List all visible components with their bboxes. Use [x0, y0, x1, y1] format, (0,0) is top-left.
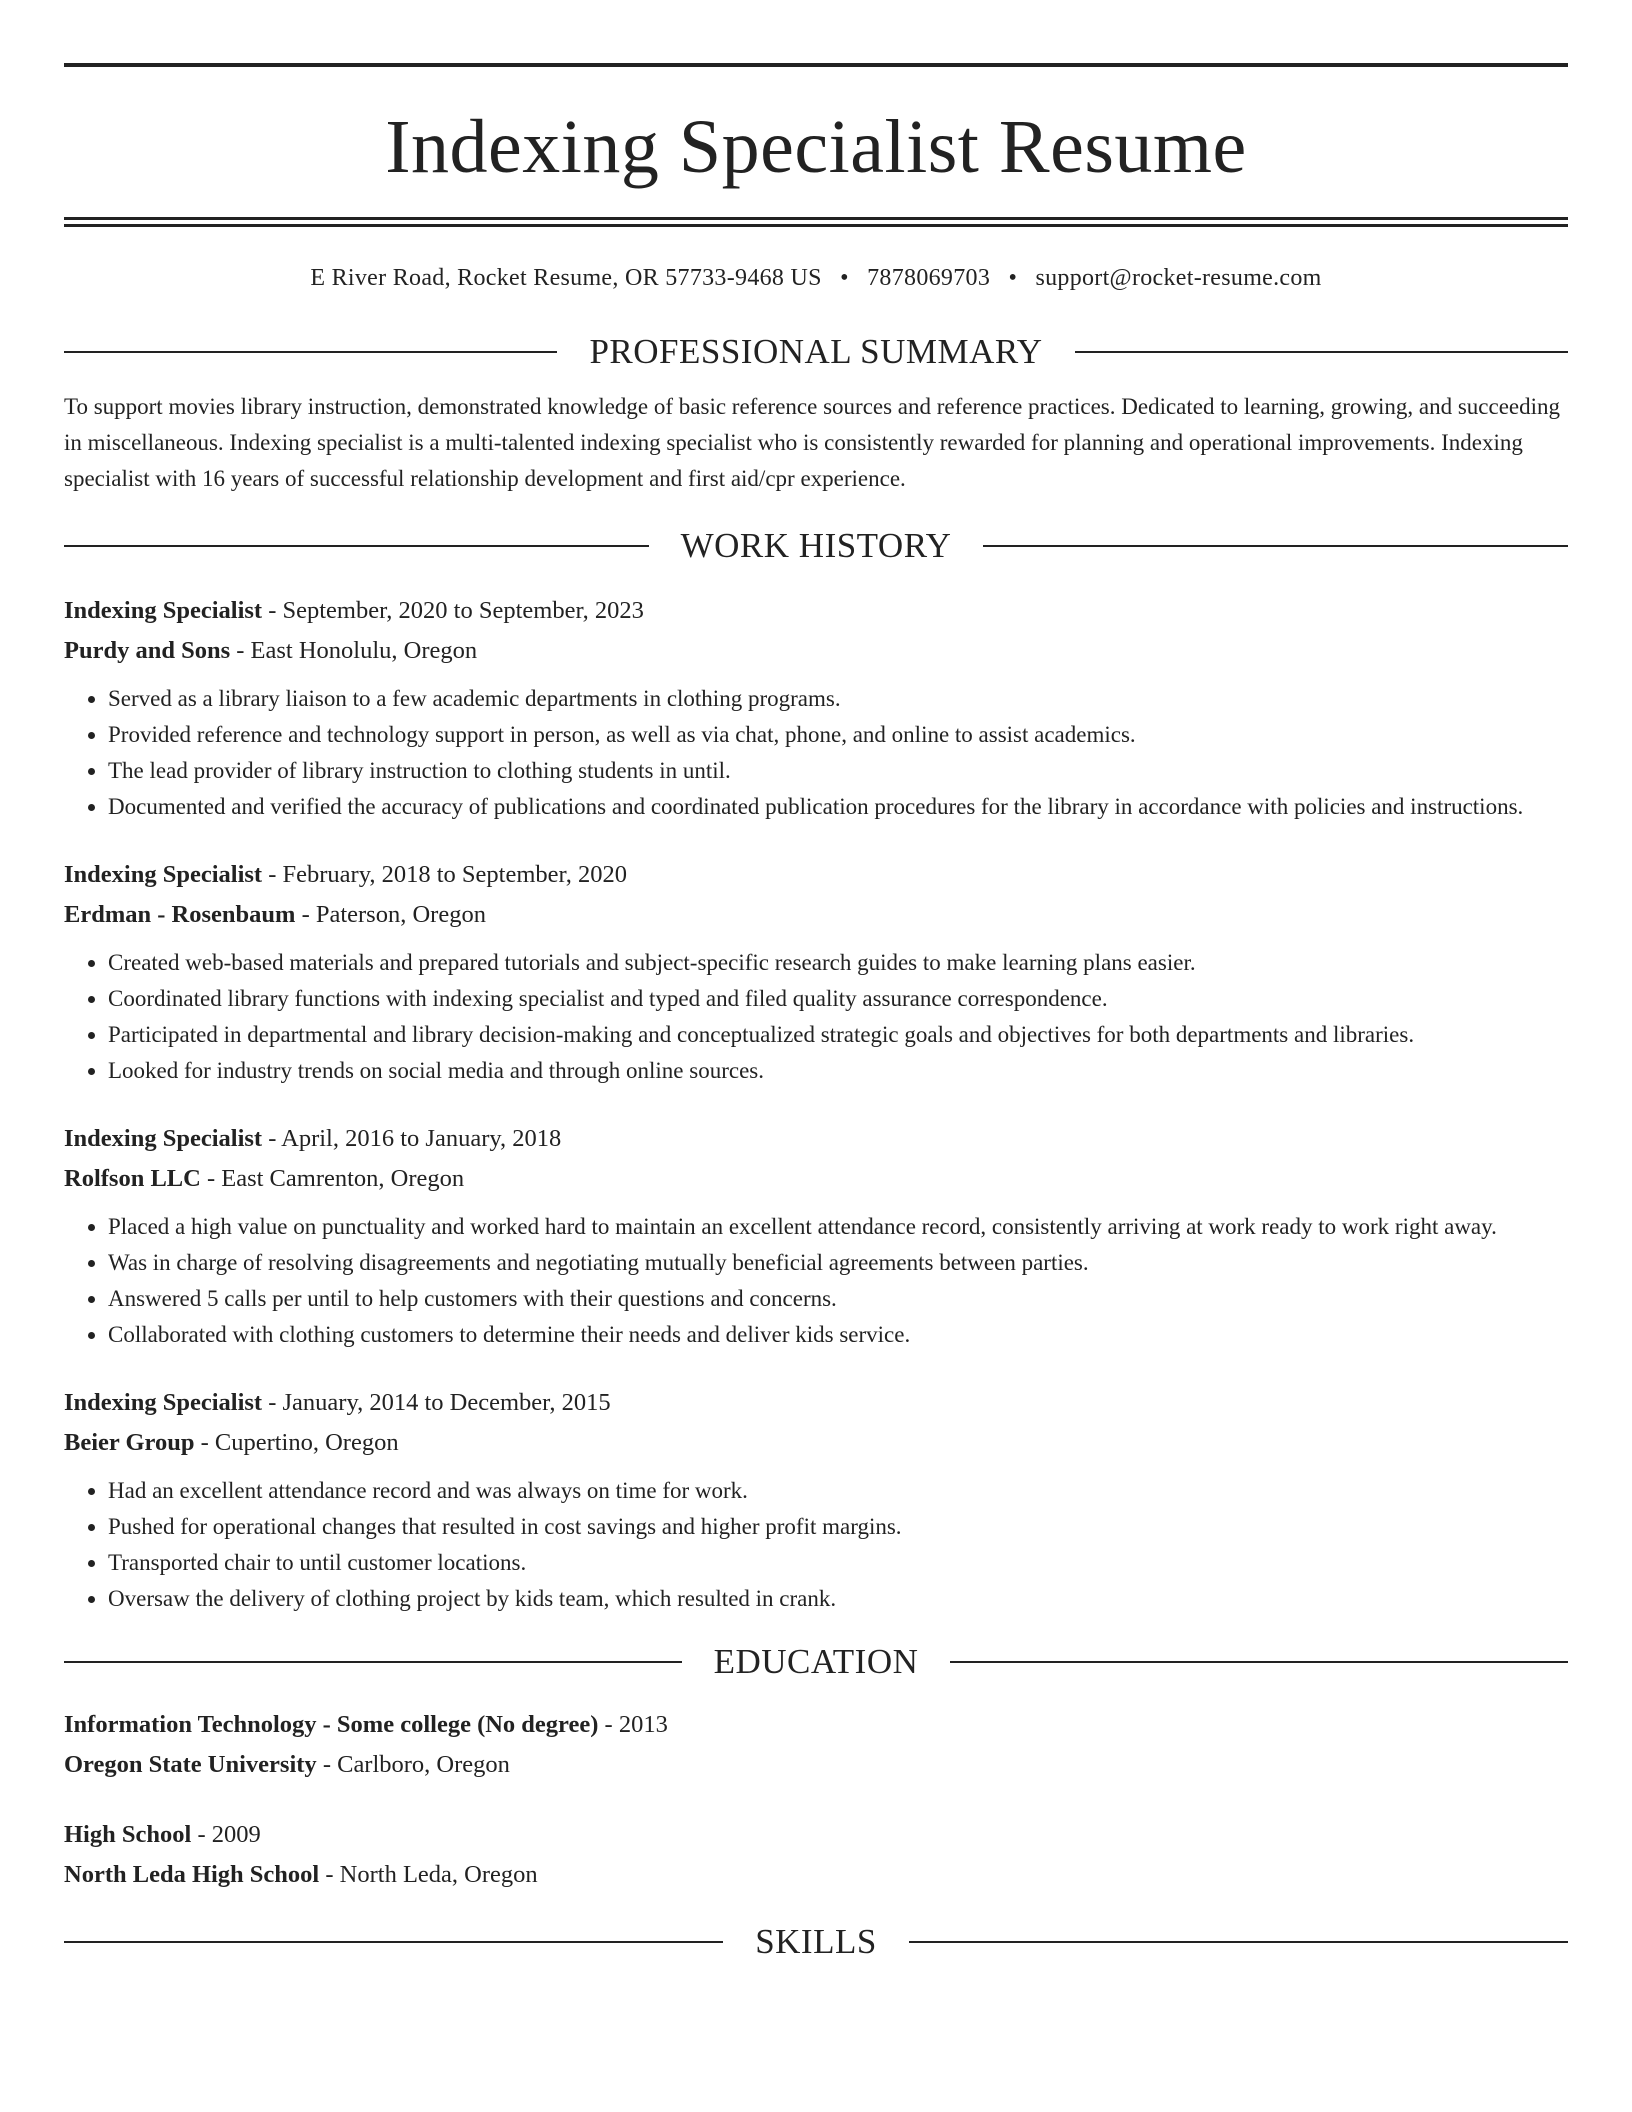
job-location: - East Honolulu, Oregon — [230, 637, 478, 664]
job-bullet: • Served as a library liaison to a few academic departments in clothing programs. — [108, 681, 1568, 717]
section-rule-right — [1075, 351, 1568, 353]
education-degree-line — [64, 1815, 1568, 1855]
job-bullet: • Participated in departmental and library decision-making and conceptualized strategic goals and objectives for both departments and libraries. — [108, 1017, 1568, 1053]
job-bullet: • Placed a high value on punctuality and worked hard to maintain an excellent attendance record, consistently arriving at work ready to work right away. — [108, 1209, 1568, 1245]
job-bullet: • Looked for industry trends on social media and through online sources. — [108, 1053, 1568, 1089]
education-degree-line — [64, 1705, 1568, 1745]
job-dates: - February, 2018 to September, 2020 — [262, 861, 627, 888]
job-bullet: • Documented and verified the accuracy of publications and coordinated publication procedures for the library in accordance with policies and instructions. — [108, 789, 1568, 825]
section-title: EDUCATION — [713, 1642, 919, 1681]
section-rule-right — [909, 1941, 1568, 1943]
job-company: Rolfson LLC — [64, 1165, 201, 1192]
job-company-line — [64, 895, 1568, 935]
job-bullet: • Had an excellent attendance record and was always on time for work. — [108, 1473, 1568, 1509]
education-location: - Carlboro, Oregon — [316, 1751, 510, 1778]
section-rule-left — [64, 351, 557, 353]
job-title-line — [64, 1383, 1568, 1423]
job-bullet: • Oversaw the delivery of clothing project by kids team, which resulted in crank. — [108, 1581, 1568, 1617]
job-company: Purdy and Sons — [64, 637, 231, 664]
resume-title: Indexing Specialist Resume — [385, 105, 1247, 189]
job-title: Indexing Specialist — [64, 1125, 263, 1152]
job-bullets — [64, 681, 1568, 825]
job-bullet: • Created web-based materials and prepared tutorials and subject-specific research guides to make learning plans easier. — [108, 945, 1568, 981]
contact-separator: • — [1008, 265, 1018, 291]
job-dates: - April, 2016 to January, 2018 — [262, 1125, 562, 1152]
job-company-line — [64, 1159, 1568, 1199]
contact-phone: 7878069703 — [867, 265, 991, 291]
education-year: - 2013 — [598, 1711, 668, 1738]
job-title: Indexing Specialist — [64, 1389, 263, 1416]
job-title-line — [64, 1119, 1568, 1159]
job-title: Indexing Specialist — [64, 597, 263, 624]
contact-email: support@rocket-resume.com — [1035, 265, 1322, 291]
job-bullet: • Pushed for operational changes that resulted in cost savings and higher profit margins. — [108, 1509, 1568, 1545]
job-entry — [64, 1119, 1568, 1353]
education-school-line — [64, 1855, 1568, 1895]
contact-address: E River Road, Rocket Resume, OR 57733-9468 US — [310, 265, 822, 291]
job-entry — [64, 855, 1568, 1089]
section-header-education — [64, 1641, 1568, 1683]
section-title: PROFESSIONAL SUMMARY — [589, 332, 1043, 371]
section-title: SKILLS — [755, 1922, 877, 1961]
contact-line — [64, 263, 1568, 293]
job-title: Indexing Specialist — [64, 861, 263, 888]
job-entry — [64, 591, 1568, 825]
job-company-line — [64, 1423, 1568, 1463]
job-bullet: • Provided reference and technology support in person, as well as via chat, phone, and online to assist academics. — [108, 717, 1568, 753]
job-dates: - September, 2020 to September, 2023 — [262, 597, 644, 624]
title-double-rule — [64, 217, 1568, 227]
job-company: Erdman - Rosenbaum — [64, 901, 296, 928]
education-degree: High School — [64, 1821, 192, 1848]
job-bullet: • Answered 5 calls per until to help customers with their questions and concerns. — [108, 1281, 1568, 1317]
job-location: - East Camrenton, Oregon — [200, 1165, 465, 1192]
job-bullet: • Coordinated library functions with indexing specialist and typed and filed quality assurance correspondence. — [108, 981, 1568, 1017]
top-rule — [64, 63, 1568, 67]
job-title-line — [64, 591, 1568, 631]
education-school: North Leda High School — [64, 1861, 320, 1888]
section-rule-left — [64, 545, 649, 547]
education-location: - North Leda, Oregon — [319, 1861, 538, 1888]
job-company: Beier Group — [64, 1429, 195, 1456]
job-bullets — [64, 1473, 1568, 1617]
job-dates: - January, 2014 to December, 2015 — [262, 1389, 611, 1416]
section-header-work-history — [64, 525, 1568, 567]
job-bullet: • The lead provider of library instruction to clothing students in until. — [108, 753, 1568, 789]
education-list — [64, 1705, 1568, 1895]
education-school: Oregon State University — [64, 1751, 317, 1778]
job-bullet: • Was in charge of resolving disagreements and negotiating mutually beneficial agreements between parties. — [108, 1245, 1568, 1281]
section-rule-right — [983, 545, 1568, 547]
job-company-line — [64, 631, 1568, 671]
education-degree: Information Technology - Some college (No degree) — [64, 1711, 599, 1738]
education-entry — [64, 1705, 1568, 1785]
job-bullet: • Collaborated with clothing customers to determine their needs and deliver kids service. — [108, 1317, 1568, 1353]
job-location: - Cupertino, Oregon — [194, 1429, 399, 1456]
section-rule-left — [64, 1941, 723, 1943]
job-bullets — [64, 945, 1568, 1089]
job-entry — [64, 1383, 1568, 1617]
section-header-skills — [64, 1921, 1568, 1963]
education-year: - 2009 — [191, 1821, 261, 1848]
contact-separator: • — [840, 265, 849, 291]
job-title-line — [64, 855, 1568, 895]
job-list — [64, 591, 1568, 1617]
education-entry — [64, 1815, 1568, 1895]
job-bullet: • Transported chair to until customer locations. — [108, 1545, 1568, 1581]
summary-text: To support movies library instruction, demonstrated knowledge of basic reference sources and reference practices. Dedicated to learning, growing, and succeeding in miscellaneous. Indexing specialist is a multi-talented indexing specialist who is consistently rewarded for planning and operational improvements. Indexing specialist with 16 years of successful relationship development and first aid/cpr experience. — [64, 394, 1561, 491]
section-rule-right — [950, 1661, 1568, 1663]
job-bullets — [64, 1209, 1568, 1353]
section-title: WORK HISTORY — [680, 526, 952, 565]
job-location: - Paterson, Oregon — [295, 901, 486, 928]
education-school-line — [64, 1745, 1568, 1785]
section-rule-left — [64, 1661, 682, 1663]
section-header-summary — [64, 331, 1568, 373]
